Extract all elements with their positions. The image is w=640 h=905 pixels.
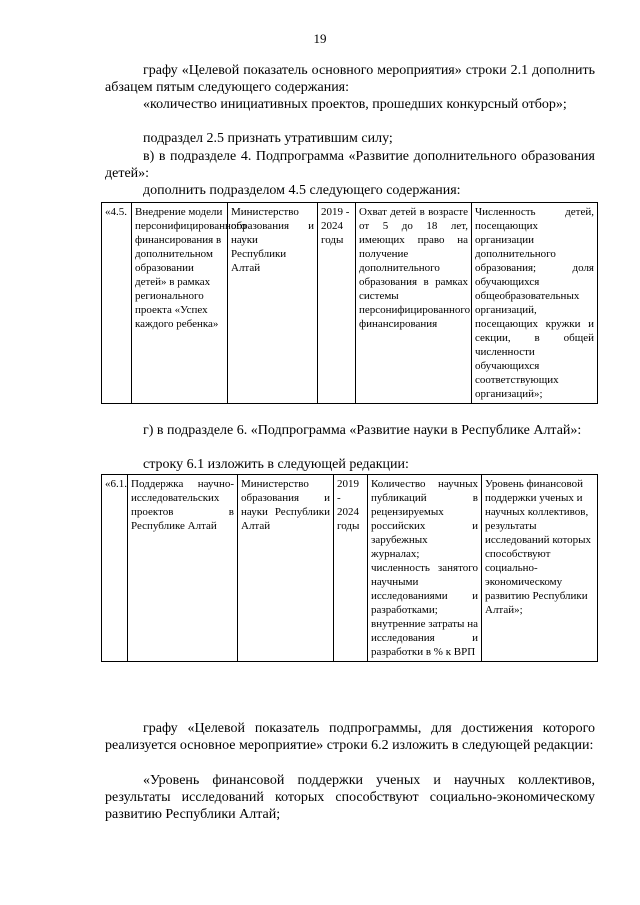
event-name: Поддержка научно-исследовательских проектов в Республике Алтай [128,475,238,662]
event-name: Внедрение модели персонифицированного финансирования в дополнительном образовании детей» в рамках регионального проекта «Успех каждого ребенка» [132,203,228,404]
table-row [102,203,598,404]
expected-result: Количество научных публикаций в рецензируемых российских и зарубежных журналах; численность занятого научными исследованиями и разработками; внутренние затраты на исследования и разработки в % к ВРП [368,475,482,662]
target-indicator: Численность детей, посещающих организации дополнительного образования; доля обучающихся общеобразовательных организаций, посещающих кружки и секции, в общей численности обучающихся соответствующих организаций»; [472,203,598,404]
paragraph-6: г) в подразделе 6. «Подпрограмма «Развитие науки в Республике Алтай»: [143,423,582,438]
paragraph-2: «количество инициативных проектов, прошедших конкурсный отбор»; [143,97,567,112]
row-number: «4.5. [102,203,132,404]
years: 2019 - 2024 годы [318,203,356,404]
target-indicator: Уровень финансовой поддержки ученых и научных коллективов, результаты исследований которых способствуют социально-экономическому развитию Республики Алтай»; [482,475,598,662]
table-row-6-1 [101,474,598,662]
executor: Министерство образования и науки Республики Алтай [228,203,318,404]
paragraph-7: строку 6.1 изложить в следующей редакции: [143,457,409,472]
expected-result: Охват детей в возрасте от 5 до 18 лет, имеющих право на получение дополнительного образования в рамках системы персонифицированного финансирования [356,203,472,404]
executor: Министерство образования и науки Республики Алтай [238,475,334,662]
paragraph-1: графу «Целевой показатель основного мероприятия» строки 2.1 дополнить абзацем пятым следующего содержания: [105,63,595,95]
row-number: «6.1. [102,475,128,662]
paragraph-4: в) в подразделе 4. Подпрограмма «Развитие дополнительного образования детей»: [105,149,595,181]
years: 2019 - 2024 годы [334,475,368,662]
table-row [102,475,598,662]
paragraph-5: дополнить подразделом 4.5 следующего содержания: [143,183,461,198]
paragraph-8: графу «Целевой показатель подпрограммы, для достижения которого реализуется основное мероприятие» строки 6.2 изложить в следующей редакции: [105,721,595,753]
paragraph-3: подраздел 2.5 признать утратившим силу; [143,131,393,146]
page-number: 19 [313,31,327,46]
paragraph-9: «Уровень финансовой поддержки ученых и научных коллективов, результаты исследований которых способствуют социально-экономическому развитию Республики Алтай; [105,773,595,822]
table-subsection-4-5 [101,202,598,404]
